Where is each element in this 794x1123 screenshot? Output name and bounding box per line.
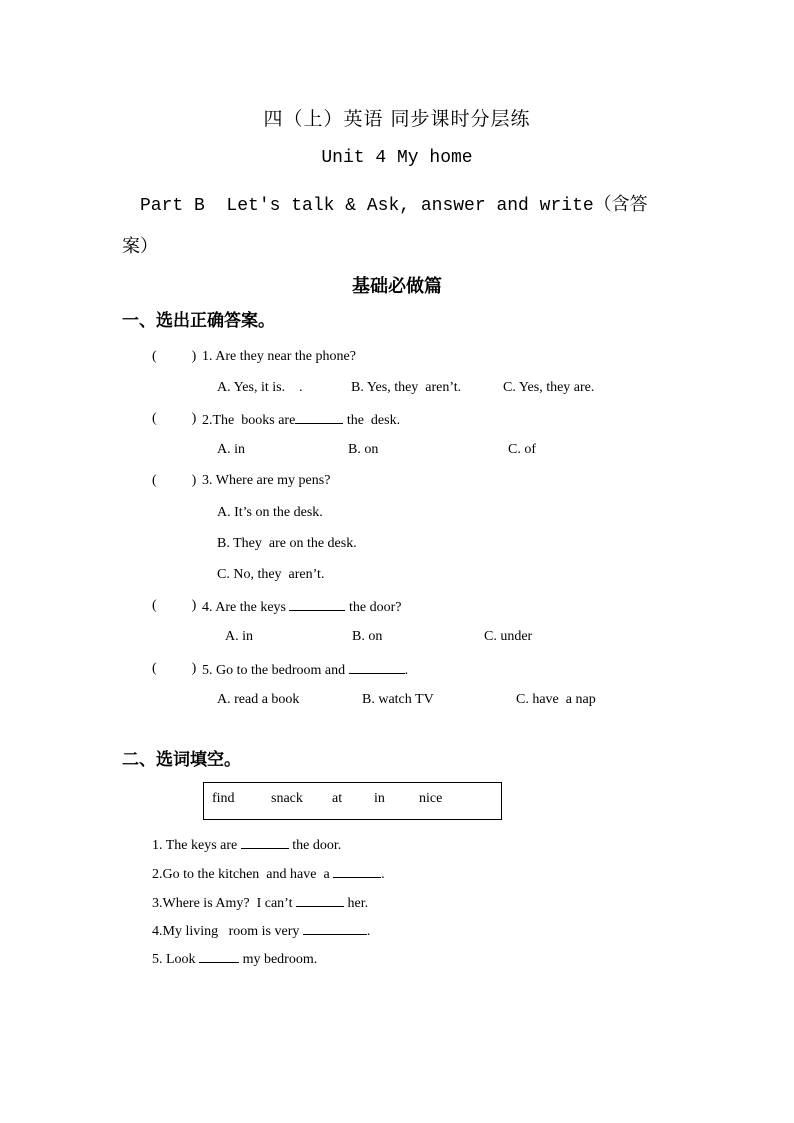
answer-paren: ( )	[152, 661, 197, 676]
worksheet-title: 四（上）英语 同步课时分层练	[263, 108, 531, 130]
option-a: A. in	[225, 629, 253, 644]
fill-blank	[241, 836, 289, 849]
word-bank-item: at	[332, 791, 343, 806]
answer-paren: ( )	[152, 411, 197, 426]
fill-sentence: 5. Look my bedroom.	[152, 952, 318, 967]
fill-sentence: 1. The keys are the door.	[152, 838, 342, 853]
part-title-line2: 案）	[122, 236, 158, 257]
unit-title: Unit 4 My home	[321, 148, 473, 168]
fill-blank	[289, 598, 345, 611]
answer-paren: ( )	[152, 598, 197, 613]
option-a: A. Yes, it is. .	[217, 380, 303, 395]
word-bank-item: find	[212, 791, 235, 806]
option-c: C. under	[484, 629, 533, 644]
option-b: B. watch TV	[362, 692, 434, 707]
answer-paren: ( )	[152, 349, 197, 364]
fill-blank	[303, 922, 367, 935]
fill-sentence: 2.Go to the kitchen and have a .	[152, 867, 385, 882]
option-c: C. Yes, they are.	[503, 380, 595, 395]
section1-heading: 一、选出正确答案。	[122, 311, 275, 331]
option-c: C. have a nap	[516, 692, 596, 707]
option-a: A. in	[217, 442, 245, 457]
fill-sentence: 3.Where is Amy? I can’t her.	[152, 896, 369, 911]
question-stem: 2.The books are the desk.	[202, 413, 401, 428]
question-stem: 5. Go to the bedroom and .	[202, 663, 409, 678]
level-subtitle: 基础必做篇	[352, 276, 442, 297]
option-b: B. Yes, they aren’t.	[351, 380, 462, 395]
option-b: B. They are on the desk.	[217, 536, 357, 551]
fill-blank	[333, 865, 381, 878]
question-stem: 1. Are they near the phone?	[202, 349, 356, 364]
section2-heading: 二、选词填空。	[122, 750, 241, 770]
option-c: C. No, they aren’t.	[217, 567, 325, 582]
fill-blank	[349, 661, 405, 674]
word-bank-box	[203, 782, 502, 820]
fill-blank	[295, 411, 343, 424]
word-bank-item: snack	[271, 791, 303, 806]
option-a: A. It’s on the desk.	[217, 505, 323, 520]
fill-blank	[296, 894, 344, 907]
question-stem: 4. Are the keys the door?	[202, 600, 402, 615]
word-bank-item: in	[374, 791, 385, 806]
fill-blank	[199, 950, 239, 963]
part-title-line1: Part B Let's talk & Ask, answer and write（含答	[140, 196, 648, 216]
option-b: B. on	[352, 629, 383, 644]
option-c: C. of	[508, 442, 536, 457]
answer-paren: ( )	[152, 473, 197, 488]
option-b: B. on	[348, 442, 379, 457]
word-bank-item: nice	[419, 791, 443, 806]
option-a: A. read a book	[217, 692, 300, 707]
fill-sentence: 4.My living room is very .	[152, 924, 371, 939]
question-stem: 3. Where are my pens?	[202, 473, 331, 488]
